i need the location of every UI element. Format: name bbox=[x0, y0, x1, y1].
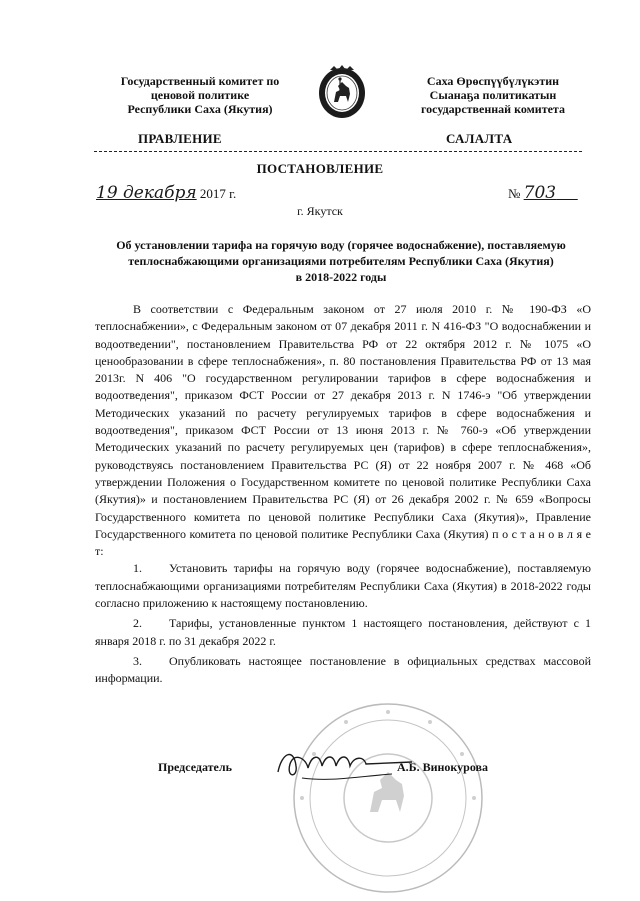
item-text: Опубликовать настоящее постановление в официальных средствах массовой информации. bbox=[95, 653, 591, 686]
handwritten-number: 703 bbox=[523, 183, 557, 203]
date-year: 2017 г. bbox=[199, 186, 237, 201]
number-prefix: № bbox=[508, 186, 521, 201]
board-label-right: САЛАЛТА bbox=[446, 131, 513, 146]
item-number: 2. bbox=[133, 616, 142, 631]
signatory-role: Председатель bbox=[158, 760, 232, 774]
header-left-line: Государственный комитет по bbox=[120, 74, 280, 88]
document-type-title: ПОСТАНОВЛЕНИЕ bbox=[256, 161, 384, 176]
preamble-text: В соответствии с Федеральным законом от 27 июля 2010 г. № 190-ФЗ «О теплоснабжении», с Федеральным законом от 07 декабря 2011 г. N 416-ФЗ "О водоснабжении и водоотведении", постановлением Правительства РФ от 22 октября 2012 г. № 1075 «О ценообразовании в сфере теплоснабжения», п. 80 постановления Правительства РФ от 13 мая 2013г. N 406 "О государственном регулировании тарифов в сфере водоснабжения и водоотведения", приказом ФСТ России от 27 декабря 2013 г. N 1746-э "Об утверждении Методических указаний по расчету регулируемых тарифов в сфере водоснабжения и водоотведения", приказом ФСТ России от 13 июня 2013 г. № 760-э «Об утверждении Методических указаний по расчету регулируемых цен (тарифов) в сфере теплоснабжения», руководствуясь постановлением Правительства РС (Я) от 22 ноября 2007 г. № 468 «Об утверждении Положения о Государственном комитете по ценовой политике Республики Саха (Якутия)» и постановлением Правительства РС (Я) от 26 декабря 2002 г. № 659 «Вопросы Государственного комитета по ценовой политике Республики Саха (Якутия)», Правление Государственного комитета по ценовой политике Республики Саха (Якутия) bbox=[95, 302, 591, 541]
decree-item bbox=[95, 615, 591, 650]
header-right-line: Саха Өрөспүүбүлүкэтин bbox=[426, 74, 560, 88]
document-date bbox=[96, 183, 236, 203]
subject-line: теплоснабжающими организациями потребителям Республики Саха (Якутия) bbox=[128, 254, 554, 268]
signatory-name: А.Б. Винокурова bbox=[397, 760, 489, 774]
yakutia-coat-of-arms-icon bbox=[316, 64, 368, 120]
item-text: Установить тарифы на горячую воду (горячее водоснабжение), поставляемую теплоснабжающими организациями потребителям Республики Саха (Якутия) в 2018-2022 годы согласно приложению к настоящему постановлению. bbox=[95, 561, 591, 611]
document-city: г. Якутск bbox=[297, 204, 343, 218]
header-right-line: государственнай комитета bbox=[421, 102, 565, 116]
handwritten-date: 19 декабря bbox=[96, 183, 197, 203]
item-text: Тарифы, установленные пунктом 1 настоящего постановления, действуют с 1 января 2018 г. по 31 декабря 2022 г. bbox=[95, 616, 591, 648]
decree-item bbox=[95, 653, 591, 688]
preamble-paragraph bbox=[95, 301, 591, 560]
decree-item bbox=[95, 560, 591, 612]
official-seal-icon bbox=[290, 700, 489, 896]
header-right-line: Сыанаҕа политикатын bbox=[429, 88, 557, 102]
document-body bbox=[95, 301, 591, 688]
subject-line: в 2018-2022 годы bbox=[295, 270, 387, 284]
item-number: 1. bbox=[133, 561, 142, 576]
header-left-line: Республики Саха (Якутия) bbox=[127, 102, 273, 116]
header-right-block bbox=[386, 74, 600, 116]
board-label-left: ПРАВЛЕНИЕ bbox=[138, 131, 222, 146]
item-number: 3. bbox=[133, 653, 142, 668]
header-divider bbox=[94, 151, 582, 152]
decree-word: п о с т а н о в л я е т: bbox=[95, 526, 591, 559]
header-left-line: ценовой политике bbox=[150, 88, 250, 102]
header-left-block bbox=[96, 74, 304, 116]
document-number bbox=[508, 183, 578, 203]
document-subject bbox=[86, 237, 596, 285]
subject-line: Об установлении тарифа на горячую воду (горячее водоснабжение), поставляемую bbox=[116, 238, 566, 252]
